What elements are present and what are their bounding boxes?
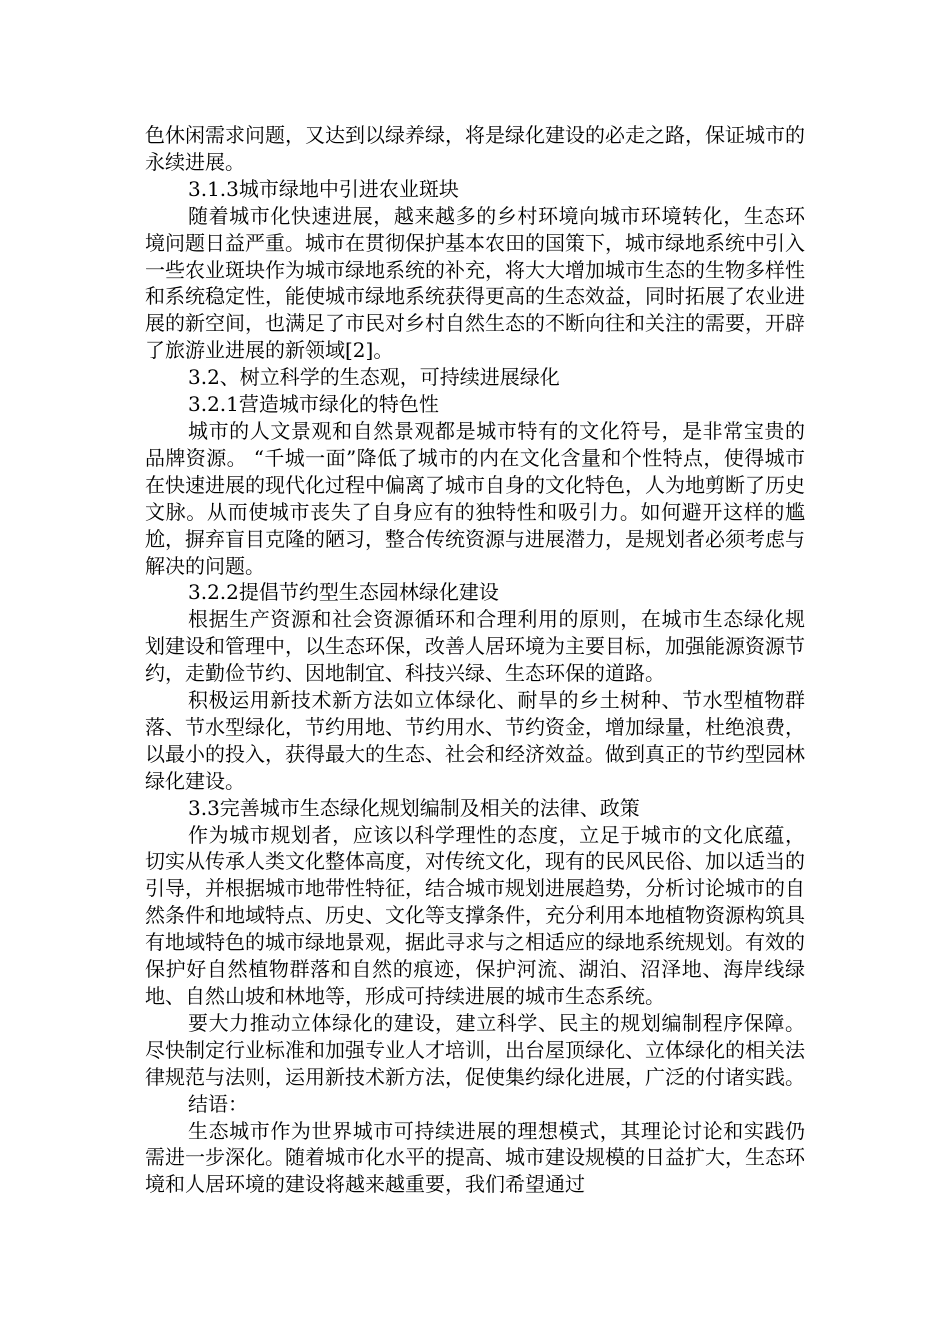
body-paragraph: 城市的人文景观和自然景观都是城市特有的文化符号，是非常宝贵的品牌资源。 “千城一面”降低了城市的内在文化含量和个性特点，使得城市在快速进展的现代化过程中偏离了城市自身的文化特色，人为地剪断了历史文脉。从而使城市丧失了自身应有的独特性和吸引力。如何避开这样的尴尬，摒弃盲目克隆的陋习，整合传统资源与进展潜力，是规划者必须考虑与解决的问题。 <box>145 418 805 578</box>
section-heading-3-1-3: 3.1.3城市绿地中引进农业斑块 <box>188 176 459 201</box>
section-heading-3-2: 3.2、树立科学的生态观，可持续进展绿化 <box>188 365 560 390</box>
section-heading-3-3: 3.3完善城市生态绿化规划编制及相关的法律、政策 <box>188 795 640 820</box>
document-page <box>145 122 805 1198</box>
body-paragraph: 积极运用新技术新方法如立体绿化、耐旱的乡土树种、节水型植物群落、节水型绿化，节约用地、节约用水、节约资金，增加绿量，杜绝浪费，以最小的投入，获得最大的生态、社会和经济效益。做到真正的节约型园林绿化建设。 <box>145 688 805 793</box>
body-paragraph: 要大力推动立体绿化的建设，建立科学、民主的规划编制程序保障。尽快制定行业标准和加强专业人才培训，出台屋顶绿化、立体绿化的相关法律规范与法则，运用新技术新方法，促使集约绿化进展，广泛的付诸实践。 <box>145 1010 805 1089</box>
continuation-paragraph: 色休闲需求问题，又达到以绿养绿，将是绿化建设的必走之路，保证城市的永续进展。 <box>145 123 805 174</box>
section-heading-3-2-1: 3.2.1营造城市绿化的特色性 <box>188 392 439 417</box>
conclusion-heading: 结语： <box>188 1091 248 1116</box>
section-heading-3-2-2: 3.2.2提倡节约型生态园林绿化建设 <box>188 580 499 605</box>
body-paragraph: 生态城市作为世界城市可持续进展的理想模式，其理论讨论和实践仍需进一步深化。随着城市化水平的提高、城市建设规模的日益扩大，生态环境和人居环境的建设将越来越重要，我们希望通过 <box>145 1118 805 1197</box>
body-paragraph: 作为城市规划者，应该以科学理性的态度，立足于城市的文化底蕴，切实从传承人类文化整体高度，对传统文化，现有的民风民俗、加以适当的引导，并根据城市地带性特征，结合城市规划进展趋势，分析讨论城市的自然条件和地域特点、历史、文化等支撑条件，充分利用本地植物资源构筑具有地域特色的城市绿地景观，据此寻求与之相适应的绿地系统规划。有效的保护好自然植物群落和自然的痕迹，保护河流、湖泊、沼泽地、海岸线绿地、自然山坡和林地等，形成可持续进展的城市生态系统。 <box>145 822 805 1008</box>
body-paragraph: 随着城市化快速进展，越来越多的乡村环境向城市环境转化，生态环境问题日益严重。城市在贯彻保护基本农田的国策下，城市绿地系统中引入一些农业斑块作为城市绿地系统的补充，将大大增加城市生态的生物多样性和系统稳定性，能使城市绿地系统获得更高的生态效益，同时拓展了农业进展的新空间，也满足了市民对乡村自然生态的不断向往和关注的需要，开辟了旅游业进展的新领域[2]。 <box>145 203 805 363</box>
body-paragraph: 根据生产资源和社会资源循环和合理利用的原则，在城市生态绿化规划建设和管理中，以生态环保，改善人居环境为主要目标，加强能源资源节约，走勤俭节约、因地制宜、科技兴绿、生态环保的道路。 <box>145 607 805 686</box>
